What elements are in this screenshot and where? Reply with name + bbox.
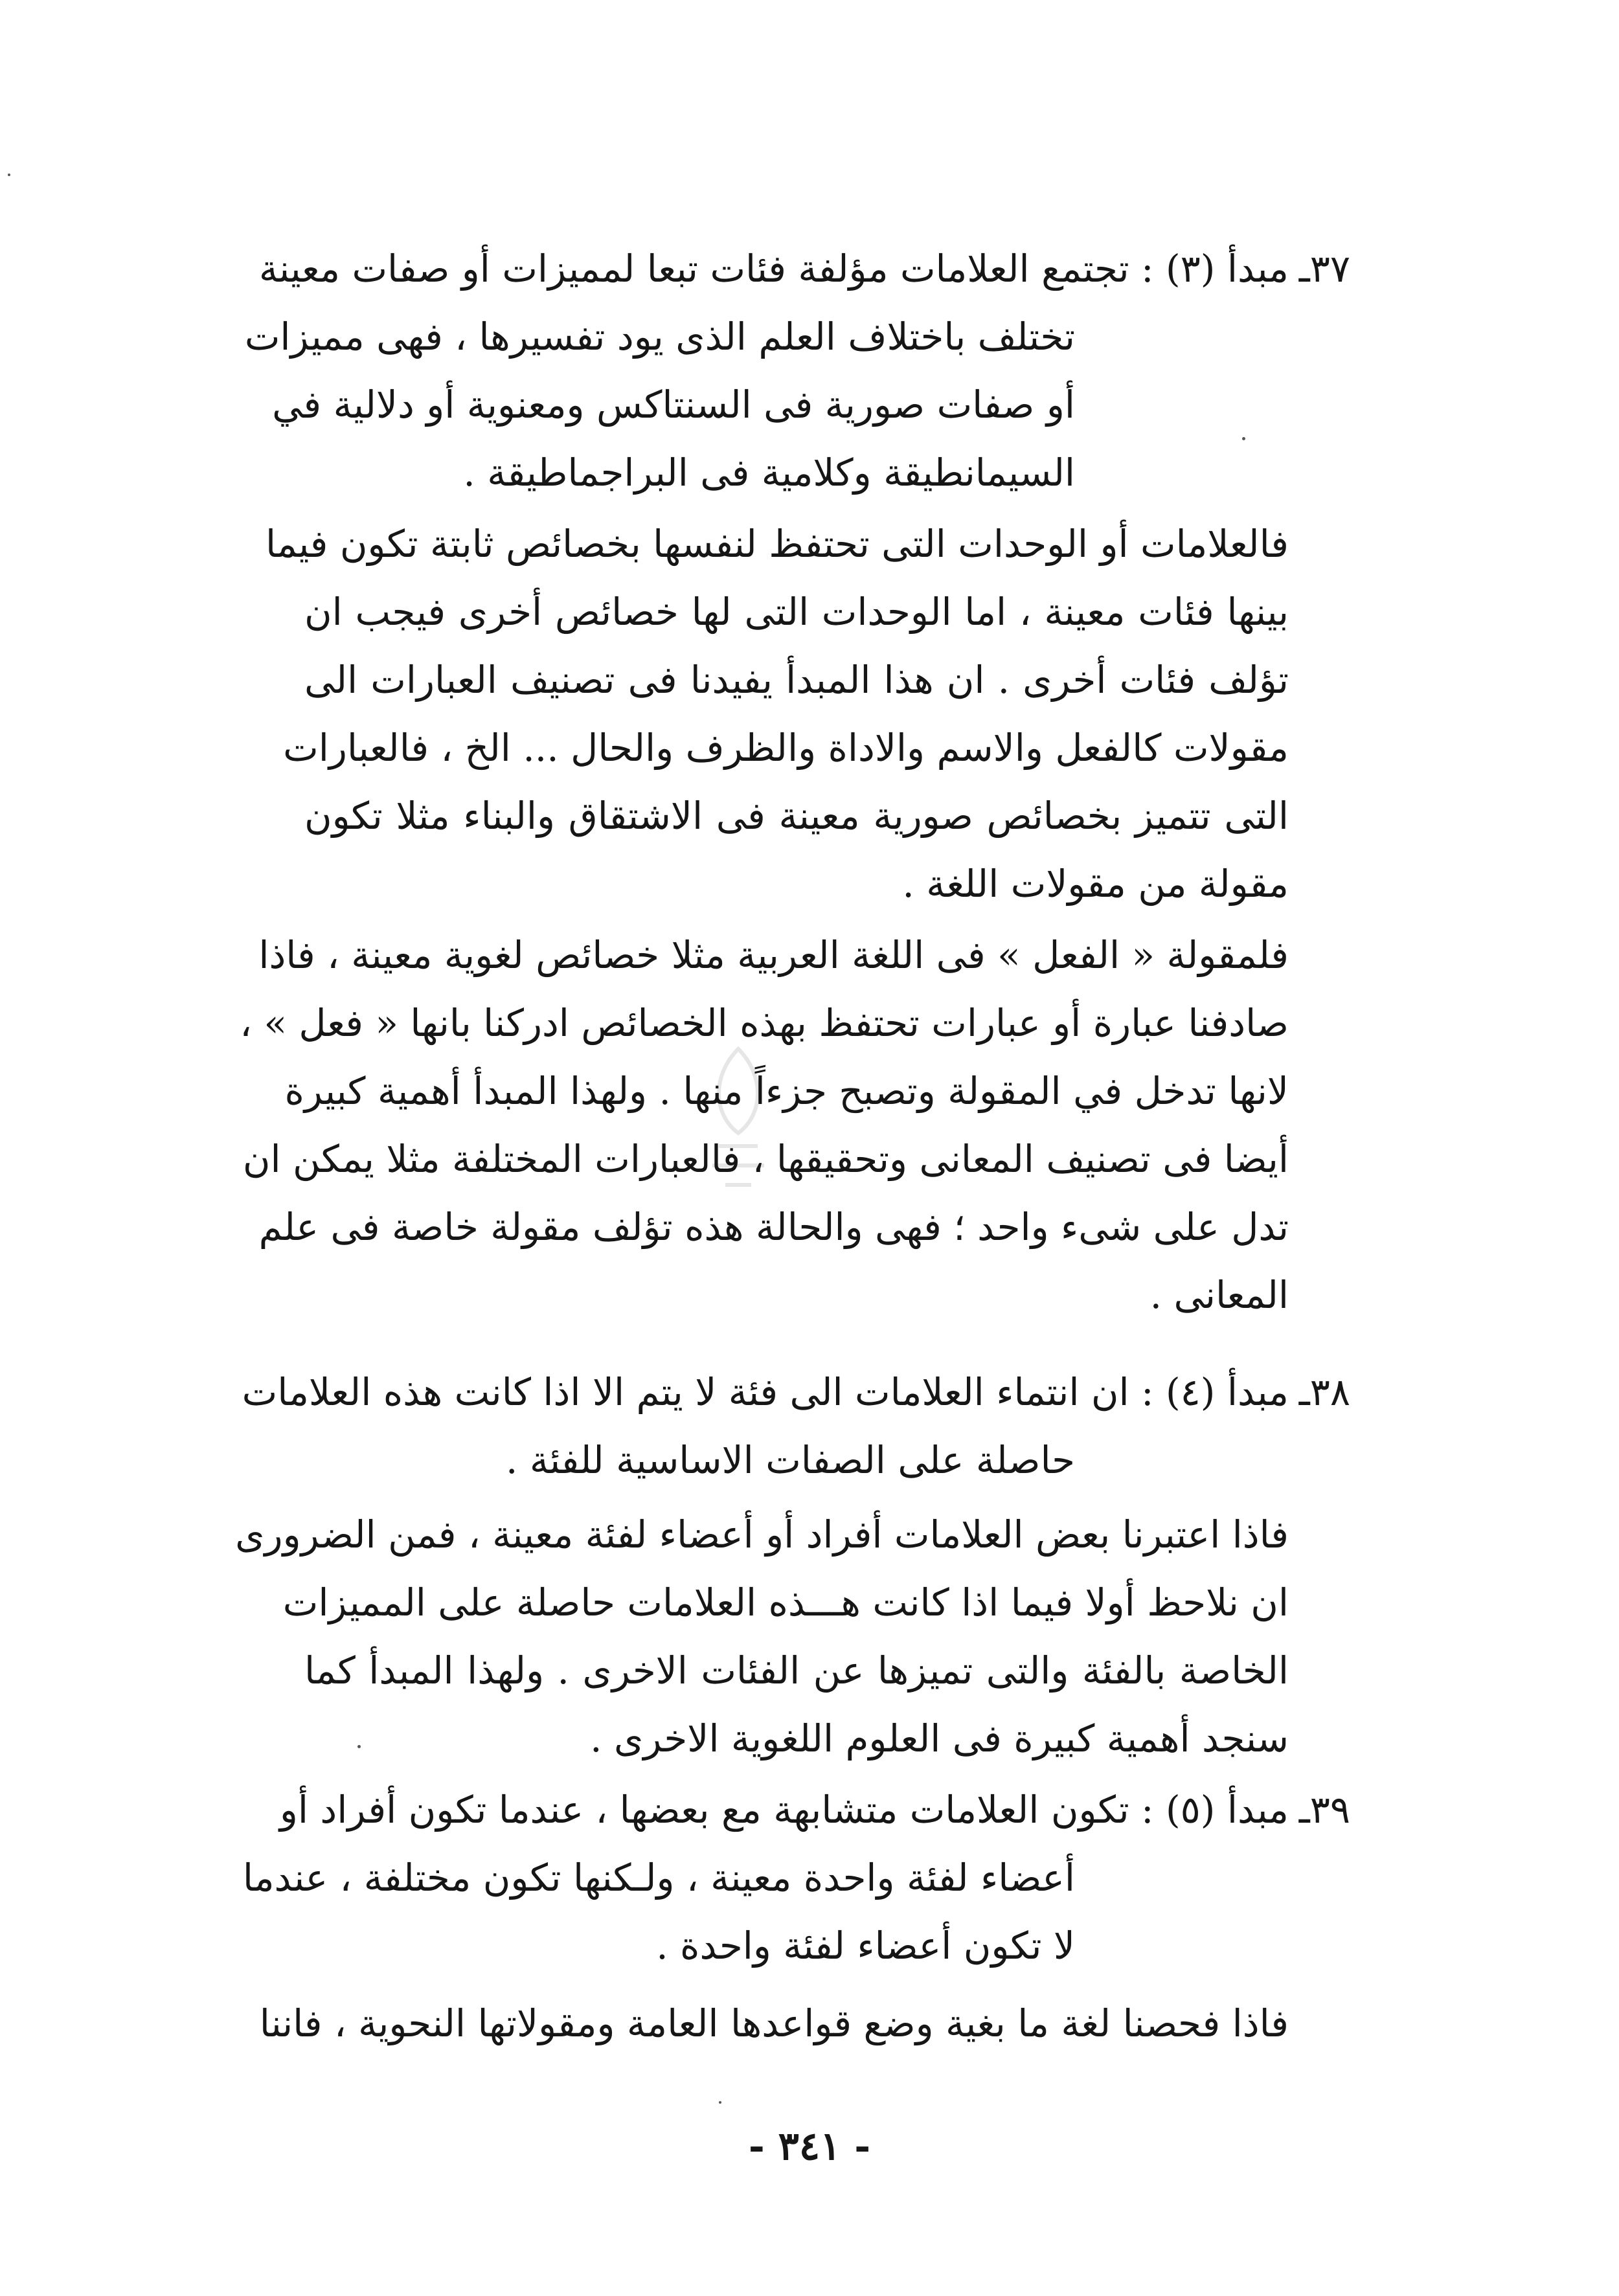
paragraph-line: الخاصة بالفئة والتى تميزها عن الفئات الاخرى . ولهذا المبدأ كما xyxy=(304,1649,1289,1693)
principle-heading-line: حاصلة على الصفات الاساسية للفئة . xyxy=(505,1438,1075,1482)
paragraph-line: مقولات كالفعل والاسم والاداة والظرف والحال ... الخ ، فالعبارات xyxy=(283,726,1289,770)
scan-speck xyxy=(357,1745,361,1748)
paragraph-line: لانها تدخل في المقولة وتصبح جزءاً منها . ولهذا المبدأ أهمية كبيرة xyxy=(284,1069,1289,1113)
scan-speck xyxy=(719,2101,721,2104)
principle-heading-line: تختلف باختلاف العلم الذى يود تفسيرها ، فهى مميزات xyxy=(244,315,1075,359)
paragraph-line: فاذا فحصنا لغة ما بغية وضع قواعدها العامة ومقولاتها النحوية ، فاننا xyxy=(259,2001,1289,2045)
scan-speck xyxy=(1242,437,1245,440)
scan-speck xyxy=(8,174,10,176)
paragraph-line: فالعلامات أو الوحدات التى تحتفظ لنفسها بخصائص ثابتة تكون فيما xyxy=(265,522,1289,566)
paragraph-line: فاذا اعتبرنا بعض العلامات أفراد أو أعضاء لفئة معينة ، فمن الضرورى xyxy=(235,1513,1289,1557)
principle-heading-line: السيمانطيقة وكلامية فى البراجماطيقة . xyxy=(463,451,1075,495)
paragraph-line: سنجد أهمية كبيرة فى العلوم اللغوية الاخرى . xyxy=(590,1716,1289,1761)
section-number: ٣٨ـ xyxy=(1298,1370,1350,1414)
paragraph-line: تؤلف فئات أخرى . ان هذا المبدأ يفيدنا فى تصنيف العبارات الى xyxy=(304,658,1289,702)
paragraph-line: بينها فئات معينة ، اما الوحدات التى لها خصائص أخرى فيجب ان xyxy=(304,590,1289,634)
paragraph-line: أيضا فى تصنيف المعانى وتحقيقها ، فالعبارات المختلفة مثلا يمكن ان xyxy=(242,1137,1289,1181)
paragraph-line: فلمقولة « الفعل » فى اللغة العربية مثلا خصائص لغوية معينة ، فاذا xyxy=(258,933,1289,977)
paragraph-line: تدل على شىء واحد ؛ فهى والحالة هذه تؤلف مقولة خاصة فى علم xyxy=(258,1205,1289,1249)
principle-heading-line: مبدأ (٣) : تجتمع العلامات مؤلفة فئات تبعا لمميزات أو صفات معينة xyxy=(258,247,1289,291)
paragraph-line: مقولة من مقولات اللغة . xyxy=(902,862,1289,906)
paragraph-line: صادفنا عبارة أو عبارات تحتفظ بهذه الخصائص ادركنا بانها « فعل » ، xyxy=(240,1001,1289,1045)
principle-heading-line: لا تكون أعضاء لفئة واحدة . xyxy=(656,1924,1075,1968)
paragraph-line: التى تتميز بخصائص صورية معينة فى الاشتقاق والبناء مثلا تكون xyxy=(304,794,1289,838)
paragraph-line: ان نلاحظ أولا فيما اذا كانت هـــذه العلامات حاصلة على المميزات xyxy=(282,1581,1289,1625)
paragraph-line: المعانى . xyxy=(1149,1273,1289,1317)
principle-heading-line: مبدأ (٤) : ان انتماء العلامات الى فئة لا يتم الا اذا كانت هذه العلامات xyxy=(242,1370,1289,1414)
section-number: ٣٧ـ xyxy=(1298,247,1350,291)
principle-heading-line: أعضاء لفئة واحدة معينة ، ولـكنها تكون مختلفة ، عندما xyxy=(242,1856,1075,1900)
page-number: - ٣٤١ - xyxy=(748,2124,871,2169)
principle-heading-line: مبدأ (٥) : تكون العلامات متشابهة مع بعضها ، عندما تكون أفراد أو xyxy=(279,1788,1289,1832)
section-number: ٣٩ـ xyxy=(1298,1788,1350,1832)
principle-heading-line: أو صفات صورية فى السنتاكس ومعنوية أو دلالية في xyxy=(272,383,1075,427)
